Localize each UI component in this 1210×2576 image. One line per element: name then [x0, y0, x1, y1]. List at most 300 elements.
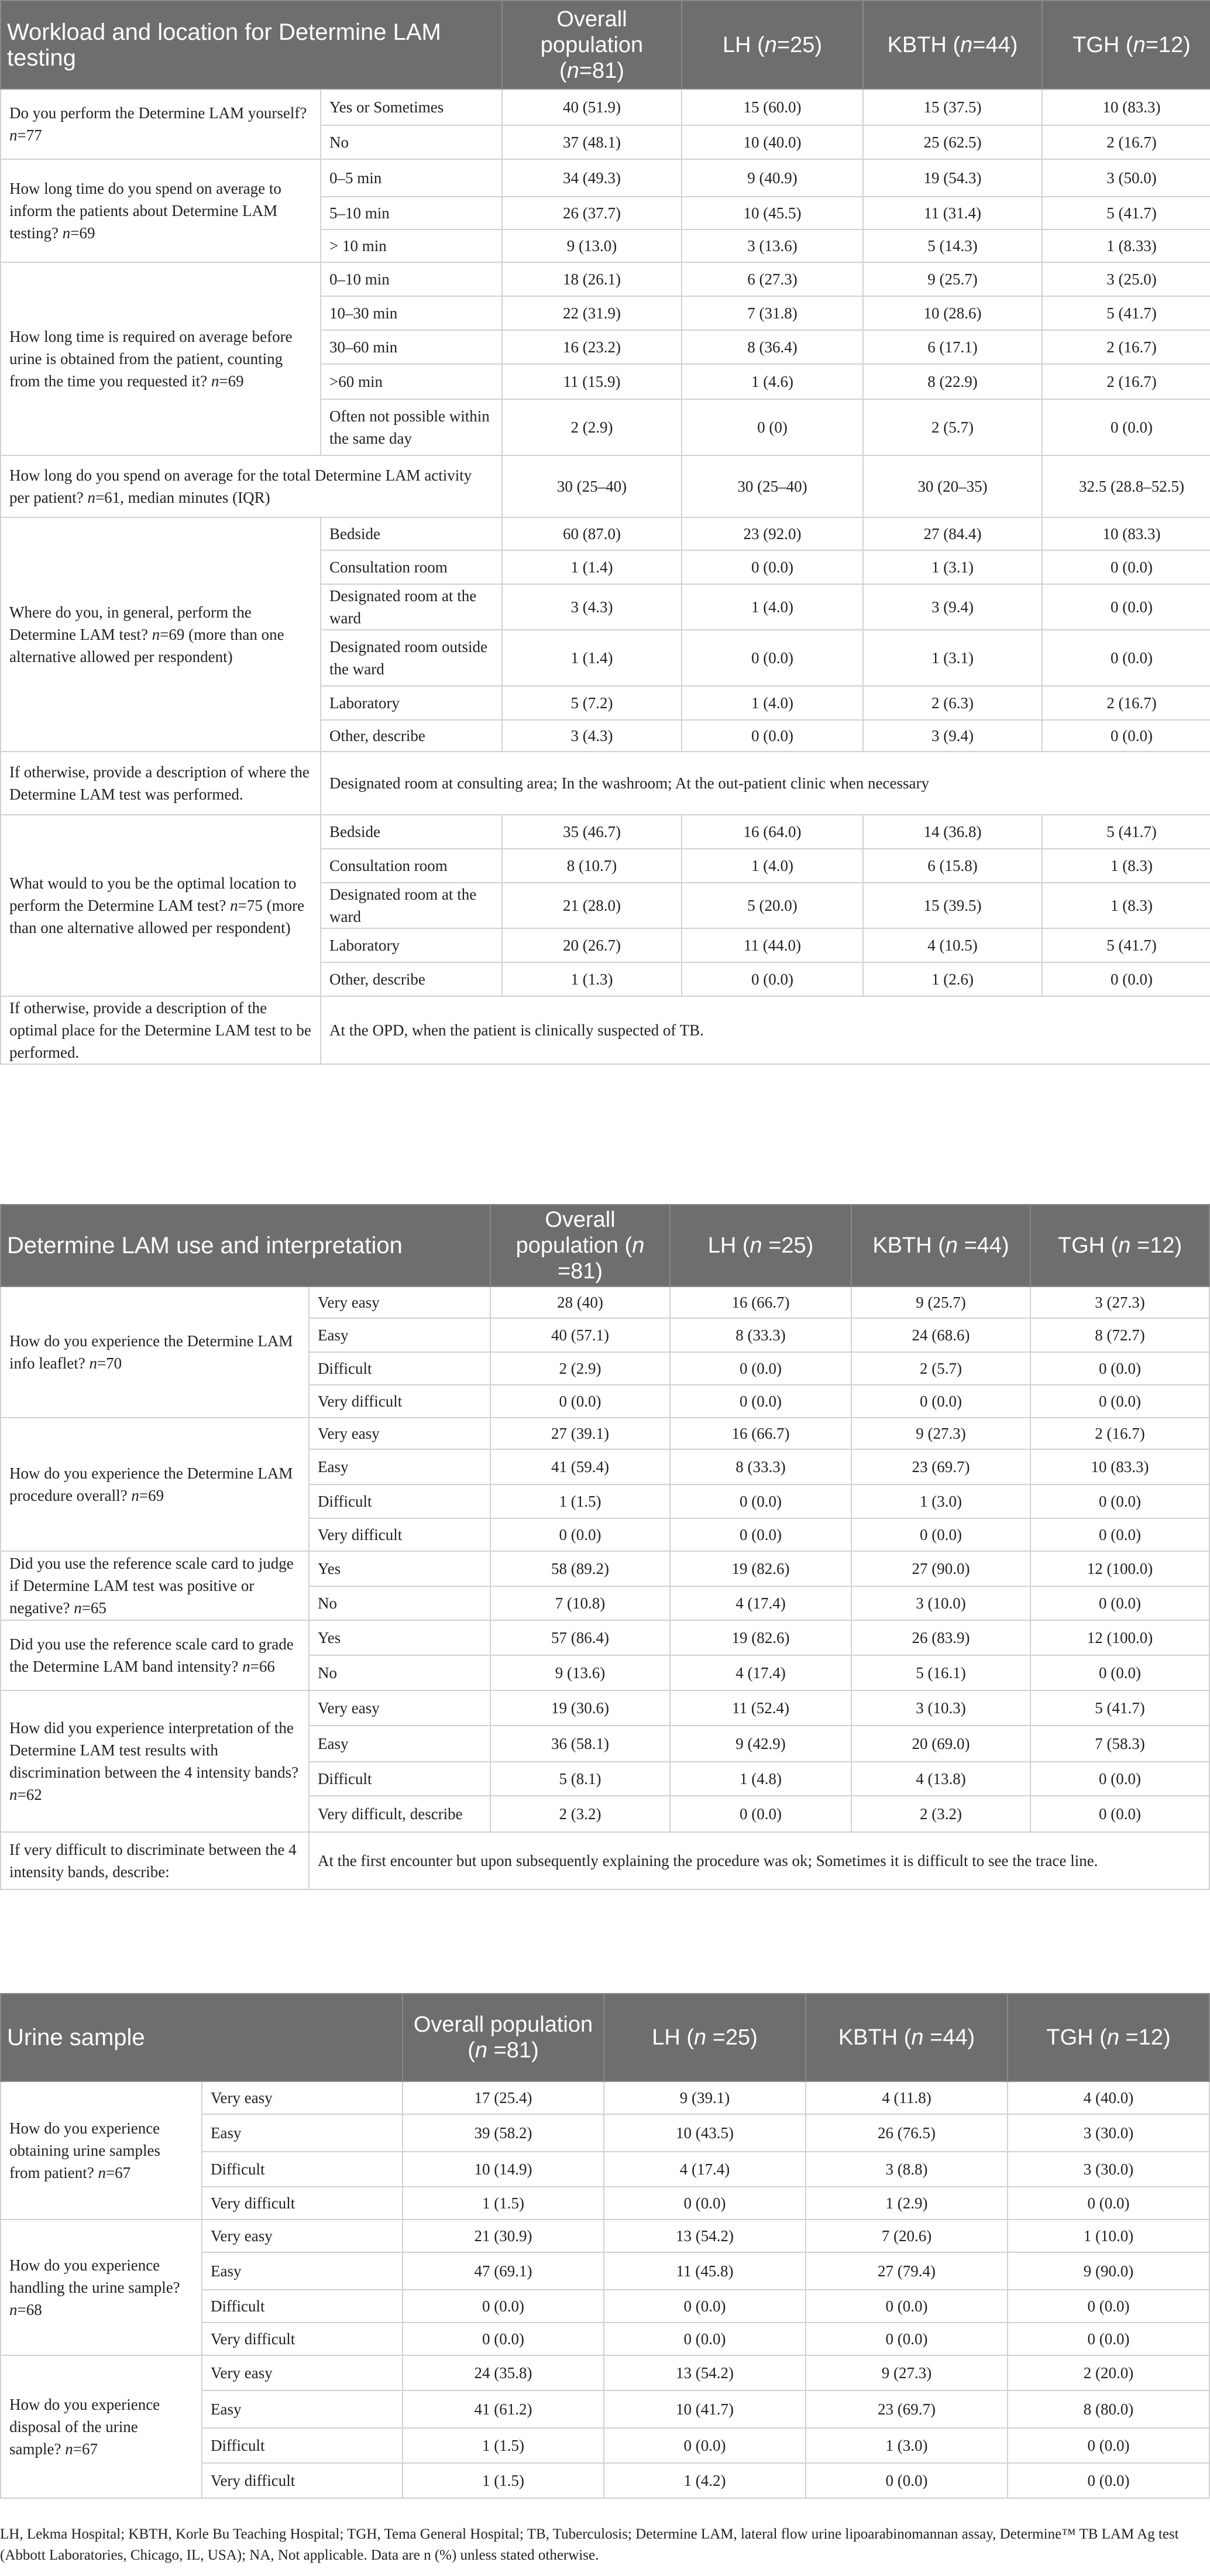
answer-cell: Designated room at the ward	[321, 584, 502, 630]
value-cell: 1 (10.0)	[1008, 2220, 1209, 2252]
value-cell: 37 (48.1)	[502, 125, 682, 159]
value-cell: 4 (17.4)	[670, 1655, 851, 1690]
value-cell: 18 (26.1)	[502, 262, 682, 296]
value-cell: 34 (49.3)	[502, 159, 682, 197]
value-cell: 5 (41.7)	[1042, 815, 1210, 849]
value-cell: 30 (20–35)	[863, 455, 1042, 517]
value-cell: 9 (13.6)	[490, 1655, 670, 1690]
value-cell: 2 (2.9)	[502, 399, 682, 455]
answer-cell: > 10 min	[321, 229, 502, 262]
column-header-lh: LH (n=25)	[682, 1, 863, 89]
value-cell: 9 (27.3)	[851, 1418, 1030, 1449]
answer-cell: Yes	[309, 1620, 490, 1655]
header-row	[1, 1, 1210, 89]
answer-cell: Other, describe	[321, 720, 502, 752]
table-row	[1, 752, 1210, 815]
column-header-kbth: KBTH (n =44)	[806, 1994, 1008, 2081]
value-cell: 8 (10.7)	[502, 849, 682, 883]
value-cell: 39 (58.2)	[403, 2114, 604, 2152]
question-cell: Did you use the reference scale card to judge if Determine LAM test was positive or negative? n=65	[1, 1551, 309, 1620]
value-cell: 11 (45.8)	[604, 2252, 806, 2290]
column-header-overall-population: Overall population (n =81)	[403, 1994, 604, 2081]
value-cell: 19 (82.6)	[670, 1620, 851, 1655]
value-cell: 16 (64.0)	[682, 815, 863, 849]
value-cell: 0 (0.0)	[1030, 1586, 1209, 1620]
value-cell: 9 (42.9)	[670, 1726, 851, 1762]
value-cell: 57 (86.4)	[490, 1620, 670, 1655]
value-cell: 0 (0.0)	[682, 630, 863, 686]
value-cell: 13 (54.2)	[604, 2355, 806, 2390]
value-cell: 0 (0.0)	[604, 2428, 806, 2463]
value-cell: 1 (1.5)	[403, 2428, 604, 2463]
value-cell: 30 (25–40)	[682, 455, 863, 517]
value-cell: 27 (90.0)	[851, 1551, 1030, 1586]
answer-cell: Difficult	[202, 2290, 403, 2323]
value-cell: 60 (87.0)	[502, 517, 682, 550]
value-cell: 11 (44.0)	[682, 928, 863, 962]
answer-cell: No	[321, 125, 502, 159]
value-cell: 26 (83.9)	[851, 1620, 1030, 1655]
value-cell: 2 (3.2)	[490, 1796, 670, 1832]
table-determine-lam-use-and-interpretation	[0, 1204, 1210, 1890]
answer-cell: Very easy	[309, 1690, 490, 1726]
table-row	[1, 996, 1210, 1064]
value-cell: 23 (92.0)	[682, 517, 863, 550]
value-cell: 3 (27.3)	[1030, 1287, 1209, 1318]
value-cell: 1 (3.1)	[863, 550, 1042, 584]
value-cell: 0 (0.0)	[851, 1385, 1030, 1418]
column-header-tgh: TGH (n =12)	[1030, 1205, 1209, 1287]
table-row	[1, 2355, 1209, 2390]
value-cell: 1 (4.6)	[682, 364, 863, 399]
value-cell: 0 (0.0)	[1008, 2463, 1209, 2498]
value-cell: 2 (20.0)	[1008, 2355, 1209, 2390]
value-cell: 1 (4.8)	[670, 1762, 851, 1796]
value-cell: 0 (0.0)	[682, 720, 863, 752]
table-row	[1, 89, 1210, 125]
value-cell: 0 (0.0)	[1042, 584, 1210, 630]
value-cell: 3 (10.3)	[851, 1690, 1030, 1726]
value-cell: 0 (0.0)	[1030, 1385, 1209, 1418]
table-row	[1, 1287, 1209, 1318]
value-cell: 23 (69.7)	[806, 2390, 1008, 2428]
value-cell: 2 (2.9)	[490, 1352, 670, 1385]
value-cell: 3 (9.4)	[863, 720, 1042, 752]
value-cell: 1 (8.33)	[1042, 229, 1210, 262]
value-cell: 10 (14.9)	[403, 2152, 604, 2187]
value-cell: 17 (25.4)	[403, 2081, 604, 2114]
value-cell: 0 (0.0)	[1042, 962, 1210, 996]
value-cell: 19 (82.6)	[670, 1551, 851, 1586]
answer-cell: 0–10 min	[321, 262, 502, 296]
question-cell: What would to you be the optimal location to perform the Determine LAM test? n=75 (more than one alternative allowed per respondent)	[1, 815, 321, 996]
table-title: Workload and location for Determine LAM testing	[1, 1, 502, 89]
value-cell: 2 (16.7)	[1042, 364, 1210, 399]
column-header-kbth: KBTH (n =44)	[851, 1205, 1030, 1287]
question-cell: If otherwise, provide a description of where the Determine LAM test was performed.	[1, 752, 321, 815]
value-cell: 0 (0.0)	[1042, 550, 1210, 584]
value-cell: 9 (40.9)	[682, 159, 863, 197]
value-cell: 7 (20.6)	[806, 2220, 1008, 2252]
value-cell: 12 (100.0)	[1030, 1620, 1209, 1655]
header-row	[1, 1205, 1209, 1287]
question-cell: How do you experience disposal of the urine sample? n=67	[1, 2355, 202, 2498]
value-cell: 5 (7.2)	[502, 686, 682, 720]
value-cell: 4 (17.4)	[670, 1586, 851, 1620]
value-cell: 15 (37.5)	[863, 89, 1042, 125]
answer-cell: Difficult	[202, 2428, 403, 2463]
value-cell: 40 (51.9)	[502, 89, 682, 125]
answer-cell: Designated room outside the ward	[321, 630, 502, 686]
value-cell: 23 (69.7)	[851, 1449, 1030, 1484]
answer-cell: 10–30 min	[321, 296, 502, 330]
value-cell: 5 (16.1)	[851, 1655, 1030, 1690]
value-cell: 3 (25.0)	[1042, 262, 1210, 296]
value-cell: 2 (16.7)	[1042, 125, 1210, 159]
answer-cell: >60 min	[321, 364, 502, 399]
answer-cell: Very easy	[202, 2355, 403, 2390]
value-cell: 28 (40)	[490, 1287, 670, 1318]
answer-cell: Easy	[202, 2114, 403, 2152]
value-cell: 1 (1.5)	[403, 2187, 604, 2220]
column-header-overall-population: Overall population (n=81)	[502, 1, 682, 89]
value-cell: 1 (1.4)	[502, 630, 682, 686]
value-cell: 0 (0.0)	[670, 1484, 851, 1518]
value-cell: 0 (0.0)	[1030, 1655, 1209, 1690]
value-cell: 32.5 (28.8–52.5)	[1042, 455, 1210, 517]
value-cell: 0 (0.0)	[490, 1518, 670, 1551]
value-cell: 10 (83.3)	[1042, 517, 1210, 550]
value-cell: 8 (72.7)	[1030, 1318, 1209, 1352]
question-cell: How long do you spend on average for the total Determine LAM activity per patient? n=61, median minutes (IQR)	[1, 455, 502, 517]
answer-cell: Consultation room	[321, 550, 502, 584]
value-cell: 9 (13.0)	[502, 229, 682, 262]
table-workload-and-location-for-determine-lam-testing	[0, 0, 1210, 1065]
answer-cell: Consultation room	[321, 849, 502, 883]
value-cell: 3 (10.0)	[851, 1586, 1030, 1620]
value-cell: 9 (27.3)	[806, 2355, 1008, 2390]
value-cell: 19 (30.6)	[490, 1690, 670, 1726]
value-cell: 3 (50.0)	[1042, 159, 1210, 197]
answer-cell: Laboratory	[321, 686, 502, 720]
value-cell: 2 (16.7)	[1042, 686, 1210, 720]
value-cell: 0 (0.0)	[403, 2290, 604, 2323]
value-cell: 10 (83.3)	[1030, 1449, 1209, 1484]
description-cell: At the first encounter but upon subsequently explaining the procedure was ok; Sometimes it is difficult to see the trace line.	[309, 1832, 1209, 1889]
table-row	[1, 815, 1210, 849]
value-cell: 24 (35.8)	[403, 2355, 604, 2390]
question-cell: How long time is required on average before urine is obtained from the patient, counting from the time you requested it? n=69	[1, 262, 321, 455]
value-cell: 5 (41.7)	[1042, 197, 1210, 229]
value-cell: 1 (2.6)	[863, 962, 1042, 996]
value-cell: 0 (0.0)	[1030, 1762, 1209, 1796]
value-cell: 0 (0.0)	[604, 2187, 806, 2220]
value-cell: 26 (76.5)	[806, 2114, 1008, 2152]
table-footnote: LH, Lekma Hospital; KBTH, Korle Bu Teaching Hospital; TGH, Tema General Hospital; TB, Tuberculosis; Determine LAM, lateral flow urine lipoarabinomannan assay, Determine™ TB LAM Ag test (Abbott Laboratories, Chicago, IL, USA); NA, Not applicable. Data are n (%) unless stated otherwise.	[0, 2526, 1179, 2563]
answer-cell: Often not possible within the same day	[321, 399, 502, 455]
answer-cell: 5–10 min	[321, 197, 502, 229]
answer-cell: Laboratory	[321, 928, 502, 962]
value-cell: 2 (16.7)	[1030, 1418, 1209, 1449]
answer-cell: Easy	[309, 1318, 490, 1352]
value-cell: 3 (30.0)	[1008, 2152, 1209, 2187]
table-row	[1, 1690, 1209, 1726]
answer-cell: Very difficult, describe	[309, 1796, 490, 1832]
value-cell: 6 (27.3)	[682, 262, 863, 296]
column-header-tgh: TGH (n =12)	[1008, 1994, 1209, 2081]
value-cell: 36 (58.1)	[490, 1726, 670, 1762]
question-cell: If otherwise, provide a description of the optimal place for the Determine LAM test to be performed.	[1, 996, 321, 1064]
value-cell: 3 (30.0)	[1008, 2114, 1209, 2152]
answer-cell: Yes or Sometimes	[321, 89, 502, 125]
value-cell: 12 (100.0)	[1030, 1551, 1209, 1586]
value-cell: 0 (0.0)	[1030, 1352, 1209, 1385]
answer-cell: Easy	[202, 2390, 403, 2428]
column-header-lh: LH (n =25)	[604, 1994, 806, 2081]
question-cell: How do you experience the Determine LAM procedure overall? n=69	[1, 1418, 309, 1551]
value-cell: 0 (0.0)	[1008, 2187, 1209, 2220]
value-cell: 1 (1.5)	[490, 1484, 670, 1518]
answer-cell: Very difficult	[202, 2463, 403, 2498]
value-cell: 4 (40.0)	[1008, 2081, 1209, 2114]
value-cell: 1 (1.5)	[403, 2463, 604, 2498]
value-cell: 0 (0.0)	[670, 1352, 851, 1385]
answer-cell: Very easy	[309, 1418, 490, 1449]
column-header-lh: LH (n =25)	[670, 1205, 851, 1287]
column-header-overall-population: Overall population (n =81)	[490, 1205, 670, 1287]
answer-cell: Very difficult	[309, 1518, 490, 1551]
value-cell: 5 (41.7)	[1042, 296, 1210, 330]
value-cell: 0 (0.0)	[604, 2323, 806, 2355]
value-cell: 3 (8.8)	[806, 2152, 1008, 2187]
value-cell: 1 (1.4)	[502, 550, 682, 584]
value-cell: 20 (69.0)	[851, 1726, 1030, 1762]
value-cell: 35 (46.7)	[502, 815, 682, 849]
answer-cell: Easy	[309, 1449, 490, 1484]
value-cell: 4 (11.8)	[806, 2081, 1008, 2114]
value-cell: 5 (41.7)	[1042, 928, 1210, 962]
value-cell: 0 (0.0)	[490, 1385, 670, 1418]
value-cell: 1 (1.3)	[502, 962, 682, 996]
value-cell: 13 (54.2)	[604, 2220, 806, 2252]
value-cell: 26 (37.7)	[502, 197, 682, 229]
value-cell: 8 (36.4)	[682, 330, 863, 364]
question-cell: How do you experience the Determine LAM info leaflet? n=70	[1, 1287, 309, 1418]
value-cell: 3 (4.3)	[502, 584, 682, 630]
value-cell: 10 (43.5)	[604, 2114, 806, 2152]
table-urine-sample	[0, 1993, 1210, 2499]
description-cell: At the OPD, when the patient is clinically suspected of TB.	[321, 996, 1210, 1064]
table-title: Urine sample	[1, 1994, 403, 2081]
table-row	[1, 2220, 1209, 2252]
value-cell: 15 (39.5)	[863, 883, 1042, 928]
value-cell: 30 (25–40)	[502, 455, 682, 517]
table-row	[1, 262, 1210, 296]
table-row	[1, 1620, 1209, 1655]
value-cell: 8 (33.3)	[670, 1449, 851, 1484]
value-cell: 3 (4.3)	[502, 720, 682, 752]
value-cell: 8 (80.0)	[1008, 2390, 1209, 2428]
value-cell: 0 (0.0)	[1030, 1518, 1209, 1551]
answer-cell: Difficult	[202, 2152, 403, 2187]
value-cell: 0 (0.0)	[670, 1385, 851, 1418]
answer-cell: Very difficult	[202, 2187, 403, 2220]
value-cell: 14 (36.8)	[863, 815, 1042, 849]
value-cell: 10 (40.0)	[682, 125, 863, 159]
description-cell: Designated room at consulting area; In the washroom; At the out-patient clinic when necessary	[321, 752, 1210, 815]
value-cell: 0 (0.0)	[806, 2323, 1008, 2355]
value-cell: 2 (5.7)	[851, 1352, 1030, 1385]
answer-cell: Designated room at the ward	[321, 883, 502, 928]
value-cell: 0 (0.0)	[1042, 630, 1210, 686]
answer-cell: Very easy	[202, 2081, 403, 2114]
value-cell: 1 (3.0)	[851, 1484, 1030, 1518]
value-cell: 8 (22.9)	[863, 364, 1042, 399]
value-cell: 9 (90.0)	[1008, 2252, 1209, 2290]
value-cell: 11 (15.9)	[502, 364, 682, 399]
value-cell: 10 (28.6)	[863, 296, 1042, 330]
value-cell: 1 (4.0)	[682, 584, 863, 630]
table-row	[1, 1551, 1209, 1586]
value-cell: 3 (9.4)	[863, 584, 1042, 630]
question-cell: How do you experience obtaining urine samples from patient? n=67	[1, 2081, 202, 2220]
value-cell: 47 (69.1)	[403, 2252, 604, 2290]
value-cell: 27 (39.1)	[490, 1418, 670, 1449]
value-cell: 41 (59.4)	[490, 1449, 670, 1484]
value-cell: 1 (4.0)	[682, 849, 863, 883]
value-cell: 1 (3.0)	[806, 2428, 1008, 2463]
answer-cell: Other, describe	[321, 962, 502, 996]
value-cell: 4 (10.5)	[863, 928, 1042, 962]
table-row	[1, 517, 1210, 550]
table-row	[1, 1832, 1209, 1889]
answer-cell: Easy	[202, 2252, 403, 2290]
answer-cell: No	[309, 1586, 490, 1620]
value-cell: 0 (0.0)	[403, 2323, 604, 2355]
value-cell: 21 (28.0)	[502, 883, 682, 928]
value-cell: 7 (58.3)	[1030, 1726, 1209, 1762]
value-cell: 3 (13.6)	[682, 229, 863, 262]
value-cell: 1 (8.3)	[1042, 849, 1210, 883]
value-cell: 15 (60.0)	[682, 89, 863, 125]
value-cell: 0 (0.0)	[682, 962, 863, 996]
column-header-kbth: KBTH (n=44)	[863, 1, 1042, 89]
value-cell: 0 (0.0)	[1008, 2428, 1209, 2463]
value-cell: 4 (13.8)	[851, 1762, 1030, 1796]
value-cell: 27 (79.4)	[806, 2252, 1008, 2290]
answer-cell: Difficult	[309, 1762, 490, 1796]
value-cell: 22 (31.9)	[502, 296, 682, 330]
value-cell: 10 (45.5)	[682, 197, 863, 229]
value-cell: 1 (8.3)	[1042, 883, 1210, 928]
question-cell: Did you use the reference scale card to grade the Determine LAM band intensity? n=66	[1, 1620, 309, 1690]
value-cell: 40 (57.1)	[490, 1318, 670, 1352]
question-cell: How do you experience handling the urine sample? n=68	[1, 2220, 202, 2355]
value-cell: 10 (41.7)	[604, 2390, 806, 2428]
value-cell: 21 (30.9)	[403, 2220, 604, 2252]
value-cell: 5 (41.7)	[1030, 1690, 1209, 1726]
answer-cell: Very difficult	[202, 2323, 403, 2355]
question-cell: Do you perform the Determine LAM yourself? n=77	[1, 89, 321, 159]
answer-cell: 30–60 min	[321, 330, 502, 364]
value-cell: 11 (31.4)	[863, 197, 1042, 229]
value-cell: 16 (66.7)	[670, 1418, 851, 1449]
value-cell: 19 (54.3)	[863, 159, 1042, 197]
table-row	[1, 1418, 1209, 1449]
value-cell: 25 (62.5)	[863, 125, 1042, 159]
value-cell: 8 (33.3)	[670, 1318, 851, 1352]
value-cell: 0 (0.0)	[604, 2290, 806, 2323]
table-row	[1, 159, 1210, 197]
value-cell: 24 (68.6)	[851, 1318, 1030, 1352]
question-cell: If very difficult to discriminate between the 4 intensity bands, describe:	[1, 1832, 309, 1889]
question-cell: How long time do you spend on average to inform the patients about Determine LAM testing? n=69	[1, 159, 321, 262]
answer-cell: Very easy	[202, 2220, 403, 2252]
value-cell: 5 (14.3)	[863, 229, 1042, 262]
value-cell: 0 (0.0)	[1008, 2290, 1209, 2323]
value-cell: 2 (16.7)	[1042, 330, 1210, 364]
value-cell: 0 (0)	[682, 399, 863, 455]
value-cell: 0 (0.0)	[682, 550, 863, 584]
value-cell: 20 (26.7)	[502, 928, 682, 962]
value-cell: 16 (66.7)	[670, 1287, 851, 1318]
value-cell: 7 (31.8)	[682, 296, 863, 330]
value-cell: 0 (0.0)	[670, 1796, 851, 1832]
value-cell: 1 (4.2)	[604, 2463, 806, 2498]
value-cell: 11 (52.4)	[670, 1690, 851, 1726]
table-title: Determine LAM use and interpretation	[1, 1205, 490, 1287]
value-cell: 4 (17.4)	[604, 2152, 806, 2187]
answer-cell: Difficult	[309, 1352, 490, 1385]
value-cell: 0 (0.0)	[1030, 1796, 1209, 1832]
answer-cell: Bedside	[321, 815, 502, 849]
value-cell: 6 (15.8)	[863, 849, 1042, 883]
value-cell: 0 (0.0)	[1008, 2323, 1209, 2355]
value-cell: 0 (0.0)	[806, 2463, 1008, 2498]
table-row	[1, 455, 1210, 517]
answer-cell: No	[309, 1655, 490, 1690]
value-cell: 16 (23.2)	[502, 330, 682, 364]
table-row	[1, 2081, 1209, 2114]
value-cell: 0 (0.0)	[670, 1518, 851, 1551]
value-cell: 0 (0.0)	[1042, 720, 1210, 752]
value-cell: 0 (0.0)	[1030, 1484, 1209, 1518]
header-row	[1, 1994, 1209, 2081]
column-header-tgh: TGH (n=12)	[1042, 1, 1210, 89]
value-cell: 6 (17.1)	[863, 330, 1042, 364]
value-cell: 2 (3.2)	[851, 1796, 1030, 1832]
answer-cell: Very easy	[309, 1287, 490, 1318]
value-cell: 10 (83.3)	[1042, 89, 1210, 125]
answer-cell: Difficult	[309, 1484, 490, 1518]
answer-cell: Very difficult	[309, 1385, 490, 1418]
answer-cell: Easy	[309, 1726, 490, 1762]
value-cell: 1 (3.1)	[863, 630, 1042, 686]
answer-cell: Bedside	[321, 517, 502, 550]
value-cell: 2 (5.7)	[863, 399, 1042, 455]
value-cell: 5 (20.0)	[682, 883, 863, 928]
value-cell: 7 (10.8)	[490, 1586, 670, 1620]
value-cell: 9 (39.1)	[604, 2081, 806, 2114]
value-cell: 5 (8.1)	[490, 1762, 670, 1796]
value-cell: 0 (0.0)	[851, 1518, 1030, 1551]
value-cell: 1 (2.9)	[806, 2187, 1008, 2220]
value-cell: 0 (0.0)	[1042, 399, 1210, 455]
value-cell: 0 (0.0)	[806, 2290, 1008, 2323]
answer-cell: 0–5 min	[321, 159, 502, 197]
question-cell: How did you experience interpretation of the Determine LAM test results with discrimination between the 4 intensity bands? n=62	[1, 1690, 309, 1832]
question-cell: Where do you, in general, perform the Determine LAM test? n=69 (more than one alternative allowed per respondent)	[1, 517, 321, 752]
